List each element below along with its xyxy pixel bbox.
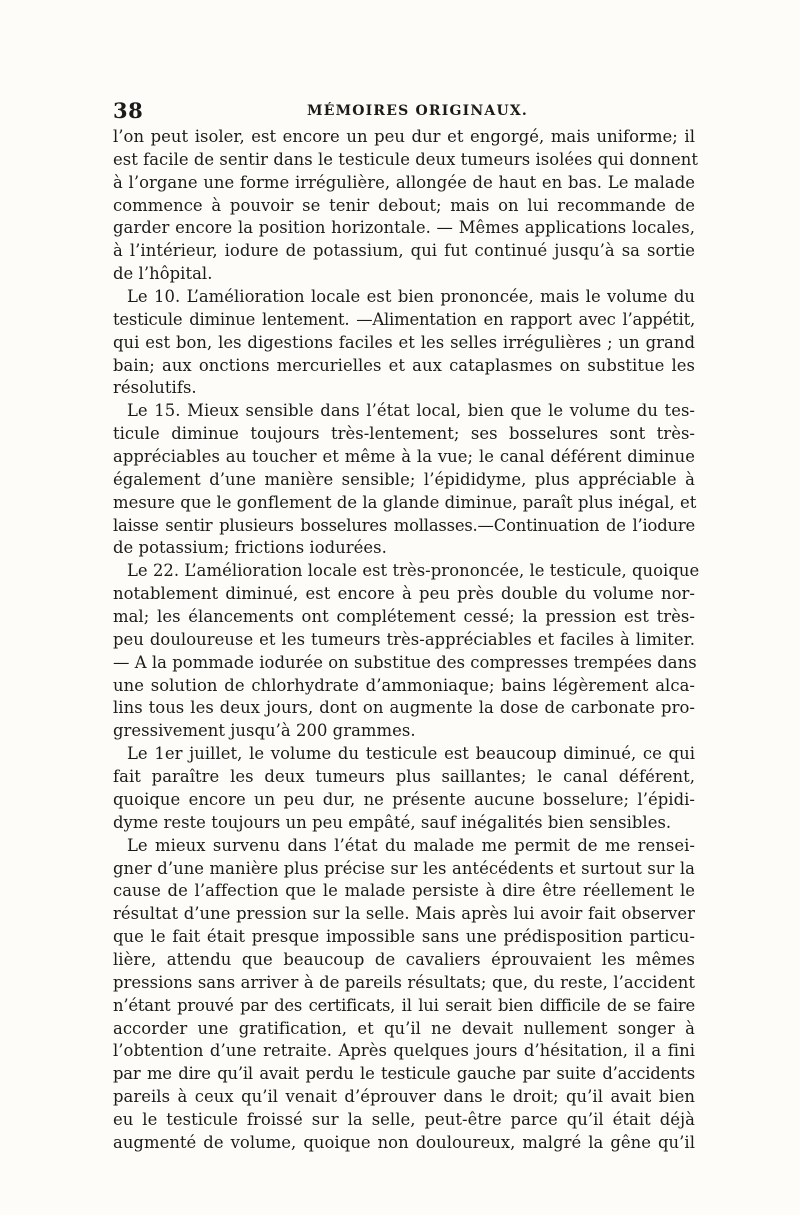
- text-line: bain; aux onctions mercurielles et aux cataplasmes on substitue les: [113, 355, 695, 375]
- text-line: augmenté de volume, quoique non douloureux, malgré la gêne qu’il: [113, 1132, 695, 1152]
- text-line: n’étant prouvé par des certificats, il lui serait bien difficile de se faire: [113, 995, 695, 1015]
- text-line: ticule diminue toujours très-lentement; ses bosselures sont très-: [113, 424, 695, 444]
- text-line: pareils à ceux qu’il venait d’éprouver dans le droit; qu’il avait bien: [113, 1087, 695, 1107]
- page-number: 38: [113, 98, 144, 123]
- text-line: garder encore la position horizontale. — Mêmes applications locales,: [113, 218, 695, 238]
- text-line: Le mieux survenu dans l’état du malade me permit de me rensei-: [127, 835, 695, 855]
- text-line: fait paraître les deux tumeurs plus saillantes; le canal déférent,: [113, 767, 695, 787]
- running-head: MÉMOIRES ORIGINAUX.: [307, 103, 528, 119]
- text-line: commence à pouvoir se tenir debout; mais on lui recommande de: [113, 195, 695, 215]
- text-line: mal; les élancements ont complétement cessé; la pression est très-: [113, 607, 695, 627]
- text-line: pressions sans arriver à de pareils résultats; que, du reste, l’accident: [113, 972, 695, 992]
- text-line: l’obtention d’une retraite. Après quelques jours d’hésitation, il a fini: [113, 1041, 695, 1061]
- text-line: lins tous les deux jours, dont on augmente la dose de carbonate pro-: [113, 698, 695, 718]
- text-line: résultat d’une pression sur la selle. Mais après lui avoir fait observer: [113, 904, 695, 924]
- text-line: Le 15. Mieux sensible dans l’état local, bien que le volume du tes-: [127, 401, 695, 421]
- text-line: est facile de sentir dans le testicule deux tumeurs isolées qui donnent: [113, 149, 699, 169]
- text-line: — A la pommade iodurée on substitue des compresses trempées dans: [113, 652, 697, 672]
- text-line: gner d’une manière plus précise sur les antécédents et surtout sur la: [113, 858, 695, 878]
- text-line: cause de l’affection que le malade persiste à dire être réellement le: [113, 881, 695, 901]
- page-header: [113, 98, 695, 124]
- text-line: lière, attendu que beaucoup de cavaliers éprouvaient les mêmes: [113, 949, 695, 969]
- text-line: accorder une gratification, et qu’il ne devait nullement songer à: [113, 1018, 695, 1038]
- text-line: à l’organe une forme irrégulière, allongée de haut en bas. Le malade: [113, 172, 695, 192]
- text-line: quoique encore un peu dur, ne présente aucune bosselure; l’épidi-: [113, 789, 695, 809]
- text-line: laisse sentir plusieurs bosselures mollasses.—Continuation de l’iodure: [113, 515, 695, 535]
- text-line: de l’hôpital.: [113, 264, 213, 284]
- text-line: gressivement jusqu’à 200 grammes.: [113, 721, 416, 741]
- text-line: testicule diminue lentement. —Alimentation en rapport avec l’appétit,: [113, 309, 695, 329]
- text-line: à l’intérieur, iodure de potassium, qui fut continué jusqu’à sa sortie: [113, 241, 695, 261]
- text-line: appréciables au toucher et même à la vue; le canal déférent diminue: [113, 447, 695, 467]
- text-line: que le fait était presque impossible sans une prédisposition particu-: [113, 927, 695, 947]
- text-line: Le 1er juillet, le volume du testicule est beaucoup diminué, ce qui: [127, 744, 695, 764]
- text-line: également d’une manière sensible; l’épididyme, plus appréciable à: [113, 469, 695, 489]
- text-line: Le 10. L’amélioration locale est bien prononcée, mais le volume du: [127, 287, 695, 307]
- text-line: dyme reste toujours un peu empâté, sauf inégalités bien sensibles.: [113, 812, 672, 832]
- text-line: peu douloureuse et les tumeurs très-appréciables et faciles à limiter.: [113, 629, 695, 649]
- text-line: Le 22. L’amélioration locale est très-prononcée, le testicule, quoique: [127, 561, 700, 581]
- text-line: par me dire qu’il avait perdu le testicule gauche par suite d’accidents: [113, 1064, 695, 1084]
- text-line: qui est bon, les digestions faciles et les selles irrégulières ; un grand: [113, 332, 695, 352]
- text-line: résolutifs.: [113, 378, 197, 398]
- body-text: [113, 126, 700, 1155]
- text-line: mesure que le gonflement de la glande diminue, paraît plus inégal, et: [113, 492, 697, 512]
- text-line: de potassium; frictions iodurées.: [113, 538, 387, 558]
- text-line: une solution de chlorhydrate d’ammoniaque; bains légèrement alca-: [113, 675, 695, 695]
- text-line: l’on peut isoler, est encore un peu dur et engorgé, mais uniforme; il: [113, 127, 695, 146]
- text-line: eu le testicule froissé sur la selle, peut-être parce qu’il était déjà: [113, 1109, 695, 1129]
- text-line: notablement diminué, est encore à peu près double du volume nor-: [113, 584, 695, 604]
